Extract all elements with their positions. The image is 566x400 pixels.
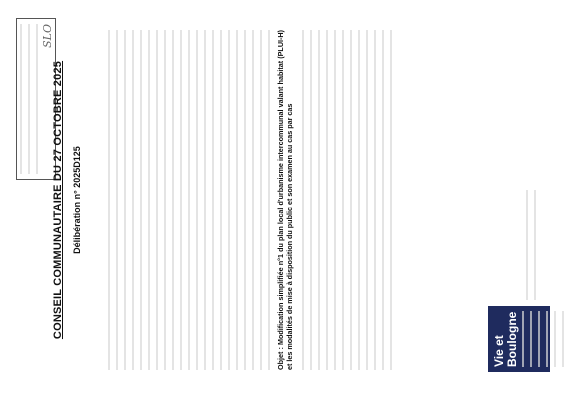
illegible-logo-subtitle: [522, 311, 564, 367]
illegible-legal-basis-paragraph: [302, 30, 344, 370]
registry-stamp: [16, 18, 56, 180]
logo-line-1: Vie et: [492, 335, 506, 367]
object-heading: Objet : Modification simplifiée n°1 du plan local d'urbanisme intercommunal valant habitat (PLUI-H) et les modalités de mise à disposition du public et son examen au cas par cas: [276, 30, 294, 370]
illegible-secretary-paragraph: [252, 30, 270, 370]
vie-et-boulogne-logo: [488, 306, 550, 372]
address-block: [526, 190, 548, 300]
illegible-absence-paragraph: [204, 30, 246, 370]
illegible-attendance-paragraph: [156, 30, 198, 370]
illegible-considerations-paragraph: [350, 30, 392, 370]
deliberation-number: Délibération n° 2025D125: [72, 146, 82, 254]
handwritten-signature: SLO: [41, 24, 54, 48]
illegible-intro-paragraph: [108, 30, 150, 370]
document-header: [52, 30, 82, 370]
document-body: [108, 30, 398, 370]
illegible-stamp-text: [20, 24, 38, 174]
illegible-address-text: [526, 190, 542, 300]
logo-line-2: Boulogne: [505, 311, 519, 367]
document-title: CONSEIL COMMUNAUTAIRE DU 27 OCTOBRE 2025: [52, 60, 64, 340]
